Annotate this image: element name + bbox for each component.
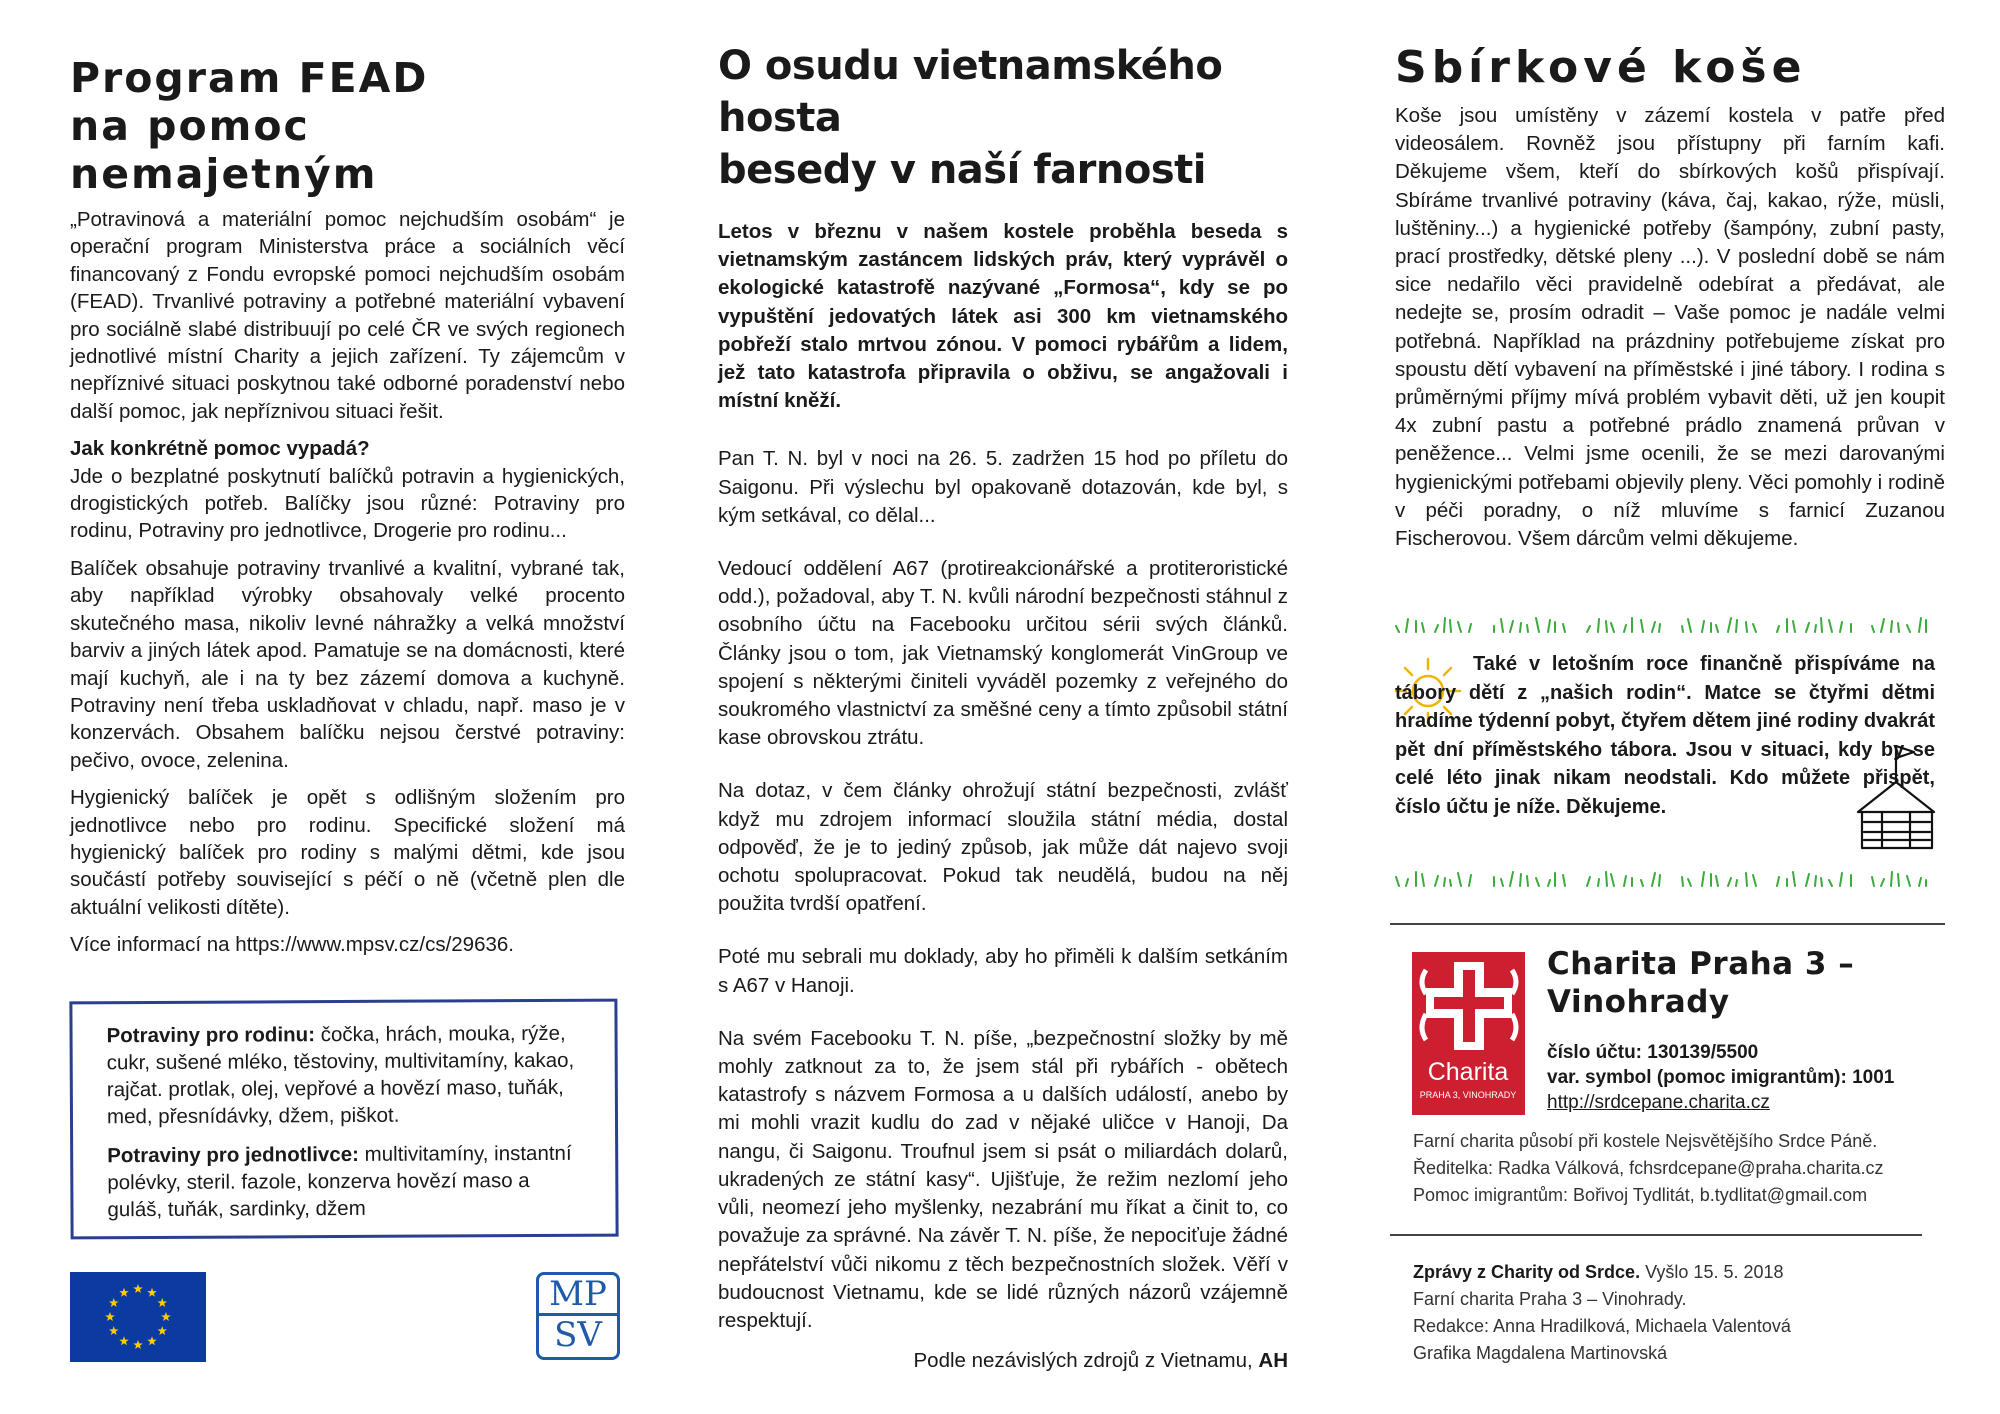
column-collection [1395, 40, 1945, 553]
grass-blade [1919, 618, 1921, 632]
grass-blade [1641, 620, 1643, 632]
eu-star [133, 1340, 143, 1349]
account-info [1547, 1040, 1947, 1115]
grass-blade [1450, 880, 1451, 886]
grass-blade [1777, 877, 1779, 886]
eu-star [109, 1326, 119, 1335]
column-fead [70, 40, 625, 969]
grass-blade [1806, 623, 1809, 632]
grass-blade [1606, 621, 1607, 632]
vietnam-title [718, 40, 1288, 196]
charity-web-link[interactable]: http://srdcepane.charita.cz [1547, 1092, 1770, 1113]
imprint-line: Redakce: Anna Hradilková, Michaela Valentová [1413, 1316, 1791, 1336]
charita-logo [1412, 952, 1525, 1115]
grass-blade [1435, 625, 1438, 632]
grass-blade [1793, 621, 1795, 632]
contact-line: Farní charita působí při kostele Nejsvětějšího Srdce Páně. [1413, 1131, 1878, 1151]
grass-blade [1881, 879, 1884, 886]
grass-blade [1396, 877, 1399, 886]
grass-blade [1624, 876, 1626, 886]
grass-blade [1728, 618, 1731, 632]
grass-blade [1563, 624, 1565, 632]
food-single [107, 1140, 585, 1224]
column-vietnam [718, 40, 1288, 1400]
grass-blade [1527, 625, 1528, 632]
grass-blade [1598, 879, 1599, 886]
grass-blade [1435, 876, 1438, 886]
mpsv-logo-top: MP [539, 1275, 617, 1316]
food-single-items: multivitamíny, instantní polévky, steril. fazole, konzerva hovězí maso a guláš, tuňák, sardinky, džem [107, 1141, 572, 1222]
grass-blade [1444, 618, 1445, 632]
camps-paragraph-text: Také v letošním roce finančně přispíváme na tábory dětí z „našich rodin“. Matce se čtyřmi dětmi hradíme týdenní pobyt, čtyřem dětem jiné rodiny dvakrát pět dní příměstského tábora. Jsou v situaci, kdy by se celé léto jinak nikam neodstali. Kdo můžete přispět, číslo účtu je níže. Děkujeme. [1395, 653, 1935, 818]
grass-blade [1753, 875, 1756, 886]
grass-blade [1659, 624, 1660, 632]
vietnam-signature [718, 1347, 1288, 1375]
fead-paragraph: Hygienický balíček je opět s odlišným složením pro jednotlivce nebo pro rodinu. Specifické složení má hygienický balíček pro rodiny s malými dětmi, kde jsou součástí potřeby související s péčí o ně (včetně plen dle aktuální velikosti dítěte). [70, 786, 625, 919]
grass-blade [1840, 622, 1842, 632]
grass-blade [1898, 874, 1899, 886]
vietnam-signature-author: AH [1258, 1349, 1288, 1373]
grass-blade [1702, 872, 1704, 886]
grass-blade [1907, 876, 1910, 886]
eu-stars-icon [70, 1272, 206, 1362]
contact-line: Pomoc imigrantům: Bořivoj Tydlitát, b.tydlitat@gmail.com [1413, 1185, 1868, 1205]
vietnam-paragraph: Na svém Facebooku T. N. píše, „bezpečnostní složky by mě mohly zatknout za to, že jsem stál při rybářích - obětech katastrofy s názvem Formosa a u dalších událostí, anebo by mi mohli vrazit kudlu do zad v nějaké uličce v Hanoji, Da nangu, či Saigonu. Troufnul jsem si psát o miliardách dolarů, ukradených ze státní kasy“. Ujišťuje, že režim nezlomí jeho vůli, neomezí jeho myšlenky, nezabrání mu říkat a činit to, co považuje za správné. Na závěr T. N. píše, že nepociťuje žádné nepřátelství vůči nikomu z těch bezpečnostních složek. Věří v budoucnost Vietnamu, kde se lidé různých názorů vzájemně respektují. [718, 1026, 1288, 1332]
grass-blade [1520, 623, 1521, 632]
eu-star [147, 1288, 157, 1297]
grass-blade [1821, 878, 1822, 886]
grass-blade [1527, 876, 1528, 886]
eu-star [157, 1298, 167, 1307]
vietnam-paragraph: Na dotaz, v čem články ohrožují státní bezpečnosti, zvlášť když mu zdrojem informací sloužila státní média, dostal odpověď, že je to jediný způsob, jak může dát najevo svoji ochotu spolupracovat. Pokud tak neudělá, budou na něj použita tvrdší opatření. [718, 779, 1288, 916]
vietnam-title-line1: O osudu vietnamského hosta [718, 43, 1223, 141]
grass-blade [1536, 878, 1539, 886]
divider-line [1390, 923, 1945, 925]
mpsv-logo-bottom: SV [554, 1315, 602, 1355]
grass-blade [1501, 879, 1503, 886]
fead-title-line2: na pomoc nemajetným [70, 102, 378, 198]
grass-blade [1746, 873, 1747, 886]
fead-paragraph: „Potravinová a materiální pomoc nejchudším osobám“ je operační program Ministerstva práce a sociálních věcí financovaný z Fondu evropské pomoci nejchudším osobám (FEAD). Trvanlivé potraviny a potřebné materiální vybavení pro sociálně slabé distribuují po celé ČR ve svých regionech jednotlivé místní Charity a jejich zařízení. Ty zájemcům v nepříznivé situaci poskytnou také odborné poradenství nebo další pomoc, jak nepříznivou situaci řešit. [70, 208, 625, 423]
grass-blade [1536, 618, 1539, 632]
grass-blade [1806, 874, 1809, 886]
grass-blade [1548, 620, 1550, 632]
grass-blade [1728, 878, 1731, 886]
grass-divider-icon [1395, 868, 1940, 890]
contact-line: Ředitelka: Radka Válková, fchsrdcepane@praha.charita.cz [1413, 1158, 1884, 1178]
grass-blade [1736, 880, 1737, 886]
grass-blade [1872, 626, 1874, 632]
imprint [1413, 1259, 1953, 1367]
food-family [106, 1020, 585, 1131]
grass-blade [1606, 872, 1607, 886]
eu-star [105, 1312, 115, 1321]
fead-subheading: Jak konkrétně pomoc vypadá? [70, 437, 370, 461]
grass-blade [1458, 873, 1461, 886]
grass-blade [1793, 872, 1795, 886]
grass-blade [1736, 620, 1737, 632]
eu-star [161, 1312, 171, 1321]
divider-line [1390, 1234, 1922, 1236]
grass-blade [1840, 873, 1842, 886]
food-family-items: čočka, hrách, mouka, rýže, cukr, sušené mléko, těstoviny, multivitamíny, kakao, rajčat. protlak, olej, vepřové a hovězí maso, tuňák, med, přesnídávky, džem, piškot. [106, 1021, 575, 1129]
grass-blade [1652, 873, 1655, 886]
grass-blade [1510, 872, 1513, 886]
grass-blade [1829, 620, 1832, 632]
vietnam-lead: Letos v březnu v našem kostele proběhla beseda s vietnamským zastáncem lidských práv, který vyprávěl o ekologické katastrofě nazývané „Formosa“, kdy se po vypuštění jedovatých látek asi 300 km vietnamského pobřeží stalo mrtvou zónou. V pomoci rybářům a lidem, jež tato katastrofa připravila o obživu, se angažovali i místní kněží. [718, 220, 1288, 413]
grass-blade [1587, 877, 1590, 886]
boat-icon [1852, 742, 1940, 854]
fead-paragraph: Balíček obsahuje potraviny trvanlivé a kvalitní, vybrané tak, aby například výrobky obsahovaly velké procento skutečného masa, nikoliv levné náhražky a velká množství barviv a jiných látek apod. Pamatuje se na domácnosti, které mají kuchyň, ale i na ty bez zázemí domova a kuchyně. Potraviny není třeba uskladňovat v chladu, např. maso je v konzervách. Obsahem balíčku nejsou čerstvé potraviny: pečivo, ovoce, zelenina. [70, 556, 625, 772]
grass-blade [1777, 626, 1779, 632]
grass-blade [1611, 874, 1614, 886]
grass-blade [1469, 624, 1471, 632]
collection-title: Sbírkové koše [1395, 42, 1807, 93]
collection-paragraph: Koše jsou umístěny v zázemí kostela v patře před videosálem. Rovněž jsou přístupny při farním kafi. Děkujeme všem, kteří do sbírkových košů přispívají. Sbíráme trvanlivé potraviny (káva, čaj, kakao, rýže, müsli, luštěniny...) a hygienické potřeby (šampóny, zubní pasty, prací prostředky, dětské pleny ...). V poslední době se nám sice nedařilo věci pravidelně odebírat a předávat, ale nedejte se, prosím odradit – Vaše pomoc je nadále velmi potřebná. Například na prázdniny potřebujeme získat pro spoustu dětí vybavení na příměstské i jiné tábory. I rodina s průměrnými příjmy mívá problém vybavit děti, už jen koupit 4x zubní pastu a potřebné prádlo znamená průvan v peněžence... Velmi jsme ocenili, že se mezi darovanými hygienickými potřebami objevily pleny. Věci pomohly i rodině v péči poradny, o níž mluvíme s farnicí Zuzanou Fischerovou. Všem dárcům velmi děkujeme. [1395, 104, 1945, 551]
charity-name-line2: Vinohrady [1547, 984, 1730, 1020]
eu-star [157, 1326, 167, 1335]
eu-star [119, 1336, 129, 1345]
eu-star [147, 1336, 157, 1345]
vietnam-title-line2: besedy v naší farnosti [718, 147, 1206, 193]
mpsv-logo [536, 1272, 620, 1360]
grass-blade [1815, 876, 1816, 886]
grass-blade [1682, 877, 1683, 886]
fead-more-info: Více informací na https://www.mpsv.cz/cs/29636. [70, 933, 514, 957]
vietnam-signature-text: Podle nezávislých zdrojů z Vietnamu, [913, 1349, 1259, 1373]
grass-blade [1821, 618, 1822, 632]
fead-title [70, 54, 625, 198]
grass-blade [1688, 619, 1691, 632]
variable-symbol: var. symbol (pomoc imigrantům): 1001 [1547, 1067, 1895, 1088]
grass-blade [1815, 625, 1816, 632]
grass-blade [1716, 876, 1718, 886]
grass-blade [1422, 623, 1424, 632]
grass-blade [1406, 879, 1408, 886]
grass-blade [1688, 879, 1691, 886]
grass-blade [1501, 619, 1503, 632]
grass-blade [1829, 880, 1832, 886]
charity-name [1547, 945, 1937, 1021]
imprint-line1 [1413, 1259, 1953, 1286]
imprint-title: Zprávy z Charity od Srdce. [1413, 1262, 1641, 1282]
grass-blade [1891, 872, 1892, 886]
grass-blade [1422, 874, 1424, 886]
grass-blade [1746, 622, 1747, 632]
eu-star [133, 1284, 143, 1293]
grass-blade [1587, 626, 1590, 632]
charita-logo-sub: PRAHA 3, VINOHRADY [1419, 1090, 1517, 1100]
grass-blade [1598, 619, 1599, 632]
food-single-label: Potraviny pro jednotlivce: [107, 1142, 359, 1168]
vietnam-paragraph: Poté mu sebrali mu doklady, aby ho přiměli k dalším setkáním s A67 v Hanoji. [718, 945, 1288, 997]
grass-blade [1919, 878, 1921, 886]
charity-name-line1: Charita Praha 3 – [1547, 946, 1855, 982]
vietnam-paragraph: Pan T. N. byl v noci na 26. 5. zadržen 15 hod po příletu do Saigonu. Při výslechu byl opakovaně dotazován, kde byl, s kým setkával, co dělal... [718, 447, 1288, 527]
imprint-line: Grafika Magdalena Martinovská [1413, 1343, 1668, 1363]
grass-divider-icon [1395, 614, 1940, 636]
grass-blade [1872, 877, 1874, 886]
charity-contacts [1413, 1128, 1953, 1209]
grass-blade [1469, 875, 1471, 886]
eu-flag-logo [70, 1272, 206, 1362]
grass-blade [1444, 878, 1445, 886]
grass-blade [1907, 625, 1910, 632]
grass-blade [1624, 625, 1626, 632]
grass-blade [1510, 621, 1513, 632]
eu-star [119, 1288, 129, 1297]
grass-blade [1682, 626, 1683, 632]
grass-blade [1520, 874, 1521, 886]
grass-blade [1652, 622, 1655, 632]
grass-blade [1898, 623, 1899, 632]
food-family-label: Potraviny pro rodinu: [106, 1023, 316, 1048]
grass-blade [1396, 626, 1399, 632]
grass-blade [1891, 621, 1892, 632]
food-box [69, 999, 618, 1240]
grass-blade [1659, 875, 1660, 886]
charita-logo-word: Charita [1427, 1058, 1509, 1086]
grass-blade [1641, 880, 1643, 886]
grass-blade [1881, 619, 1884, 632]
grass-blade [1548, 880, 1550, 886]
eu-star [109, 1298, 119, 1307]
grass-blade [1458, 622, 1461, 632]
grass-blade [1611, 623, 1614, 632]
imprint-line: Farní charita Praha 3 – Vinohrady. [1413, 1289, 1687, 1309]
fead-title-line1: Program FEAD [70, 54, 429, 102]
grass-blade [1406, 619, 1408, 632]
fead-paragraph: Jde o bezplatné poskytnutí balíčků potravin a hygienických, drogistických potřeb. Balíčky jsou různé: Potraviny pro rodinu, Potraviny pro jednotlivce, Drogerie pro rodinu... [70, 464, 625, 543]
grass-blade [1753, 624, 1756, 632]
charita-cross-icon [1412, 952, 1525, 1115]
imprint-date: Vyšlo 15. 5. 2018 [1640, 1262, 1784, 1282]
grass-blade [1450, 620, 1451, 632]
grass-blade [1702, 621, 1704, 632]
vietnam-paragraph: Vedoucí oddělení A67 (protireakcionářské a protiteroristické odd.), požadoval, aby T. N. kvůli národní bezpečnosti stáhnul z osobního účtu na Facebooku určitou sérii svých článků. Články jsou o tom, jak Vietnamský konglomerát VinGroup ve spojení s některými činiteli vyváděl pozemky z veřejného do soukromého vlastnictví za směšné ceny a tímto způsobil státní kase obrovskou ztrátu. [718, 557, 1288, 750]
grass-blade [1563, 875, 1565, 886]
account-number: číslo účtu: 130139/5500 [1547, 1042, 1759, 1063]
grass-blade [1716, 625, 1718, 632]
